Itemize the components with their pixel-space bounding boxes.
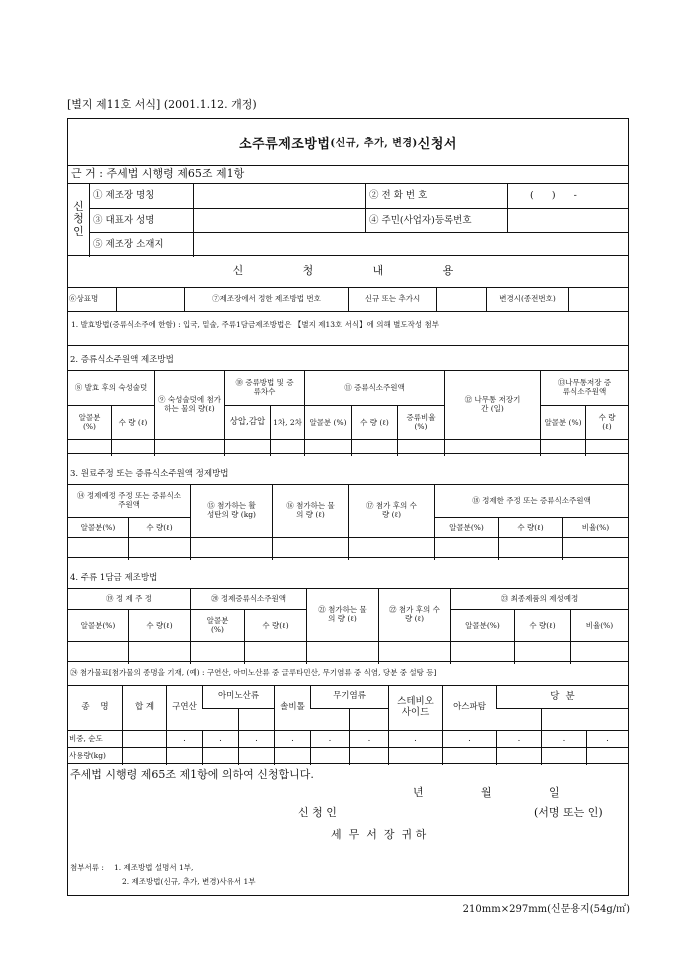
s2-alcohol: 알콜분 (%) — [540, 406, 585, 440]
s4-sub1 — [68, 609, 190, 642]
paper-spec: 210mm×297mm(신문용지(54g/㎡) — [462, 904, 630, 915]
s4-refined-header: ⑳ 정제증류식소주원액 — [190, 589, 306, 609]
s3-water-header: ⑯ 첨가하는 물의 량 (ℓ) — [272, 485, 348, 537]
date-year: 년 — [413, 786, 424, 799]
ad-item: 종 명 — [81, 702, 109, 713]
s3-sub2 — [434, 517, 628, 538]
sign-note[interactable]: (서명 또는 인) — [534, 806, 603, 819]
s2-sub2 — [224, 405, 304, 440]
ad-cell[interactable]: . — [238, 731, 274, 748]
content-char: 내 — [372, 264, 384, 278]
ad-cell[interactable] — [122, 731, 166, 748]
change-label: 변경시(종전번호) — [486, 288, 568, 311]
label-char: 인 — [73, 224, 84, 238]
ad-cell[interactable]: . — [166, 731, 202, 748]
title-main: 소주류제조방법 — [239, 136, 331, 152]
form-number: [별지 제11호 서식] (2001.1.12. 개정) — [67, 98, 257, 111]
content-char: 용 — [442, 264, 454, 278]
s2-barrel-stock-header: ⑬나무통저장 증류식소주원액 — [540, 371, 628, 405]
s3-alcohol: 알콜분(%) — [80, 522, 116, 532]
phone-field[interactable]: ( ) - — [507, 184, 628, 208]
ad-total: 합 계 — [122, 686, 166, 730]
brand-field[interactable] — [116, 288, 184, 311]
ad-cell[interactable] — [349, 709, 388, 731]
s2-pressure: 상압,감압 — [224, 406, 270, 440]
s2-sub1 — [68, 405, 154, 440]
ad-cell[interactable]: . — [388, 731, 442, 748]
s2-sub3 — [304, 405, 444, 440]
s3-amount: 수 량(ℓ) — [498, 518, 562, 538]
phone-label: ② 전 화 번 호 — [365, 184, 507, 208]
section2-table — [68, 370, 628, 455]
basis-text: 근 거 : 주세법 시행령 제65조 제1항 — [71, 167, 245, 181]
application-form — [67, 118, 629, 896]
s2-sub4 — [540, 405, 628, 440]
ad-amino-sub — [202, 708, 274, 731]
s4-alcohol: 알콜분(%) — [80, 620, 116, 630]
s2-amount: 수 량 (ℓ) — [585, 406, 628, 440]
s4-amount: 수 량(ℓ) — [514, 610, 570, 642]
ad-sorbitol: 솔비톨 — [274, 686, 310, 730]
attachment-1: 1. 제조방법 설명서 1부, — [114, 863, 194, 872]
s2-alcohol: 알콜분 (%) — [304, 406, 351, 440]
s2-stock-header: ⑪ 증류식소주원액 — [304, 371, 444, 405]
ad-cell[interactable]: . — [541, 731, 586, 748]
brand-label: ⑥상표명 — [69, 294, 99, 304]
address-label: ⑤ 제조장 소재지 — [89, 233, 193, 257]
s3-amount: 수 량(ℓ) — [128, 518, 190, 538]
attachment-2: 2. 제조방법(신규, 추가, 변경)사유서 1부 — [122, 877, 256, 886]
additives-header — [68, 686, 628, 730]
label-char: 청 — [73, 212, 84, 226]
s4-alcohol: 알콜분(%) — [450, 610, 514, 642]
new-add-label: 신규 또는 추가시 — [348, 288, 436, 311]
trademark-row — [68, 287, 628, 311]
s3-sub1 — [68, 517, 190, 538]
section4 — [68, 557, 628, 661]
ad-cell[interactable]: . — [310, 731, 349, 748]
ad-cell[interactable] — [238, 709, 274, 731]
address-field[interactable] — [193, 233, 628, 257]
s2-ferment-header: ⑧ 발효 후의 숙성술덧 — [74, 382, 148, 392]
s4-final-header: ㉓ 최종제품의 제성예정 — [450, 589, 628, 609]
additives-title: ㉔ 첨가물료[첨가물의 종명을 기재, (예) : 구연산, 아미노산류 중 글루타민산, 무기염류 중 식염, 당분 중 설탕 등] — [70, 668, 437, 678]
title-end: 신청서 — [417, 136, 457, 152]
s2-amount: 수 량 (ℓ) — [111, 406, 154, 440]
section3-title: 3. 원료주정 또는 증류식소주원액 정제방법 — [70, 469, 229, 479]
s2-barrel-header: ⑫ 나무통 저장기간 (일) — [444, 371, 540, 439]
section1-text: 1. 발효방법(증류식소주에 한함) : 입국, 밑술, 주류1담금제조방법은 【별지 제13호 서식】에 의해 별도작성 첨부 — [71, 320, 440, 329]
s4-water-header: ㉑ 첨가하는 물의 량 (ℓ) — [306, 589, 378, 641]
s4-spirit-header: ⑲ 정 제 주 정 — [105, 593, 153, 603]
ad-cell[interactable]: . — [586, 731, 628, 748]
content-char: 신 — [232, 264, 244, 278]
ad-mineral: 무기염류 — [310, 686, 388, 708]
s2-distill-header: ⑩ 증류방법 및 증류차수 — [224, 371, 304, 405]
ad-density-row — [68, 730, 628, 748]
applicant-group-label — [68, 184, 89, 255]
ad-mineral-sub — [310, 708, 388, 731]
ad-stevioside: 스테비오사이드 — [388, 686, 442, 730]
s3-charcoal-header: ⑮ 첨가하는 활성탄의 량 (kg) — [190, 485, 272, 537]
s3-ratio: 비율(%) — [562, 518, 628, 538]
s2-alcohol: 알콜분 (%) — [78, 413, 101, 431]
declaration-text: 주세법 시행령 제65조 제1항에 의하여 신청합니다. — [70, 768, 314, 781]
reg-no-label: ④ 주민(사업자)등록번호 — [365, 209, 507, 233]
factory-name-field[interactable] — [193, 184, 365, 208]
section4-title: 4. 주류 1담금 제조방법 — [70, 573, 158, 583]
section2-title: 2. 증류식소주원액 제조방법 — [70, 355, 174, 365]
s3-pre-header: ⑭ 정제예정 주정 또는 증류식소주원액 — [77, 491, 181, 509]
method-no-label: ⑦제조장에서 정한 제조방법 번호 — [184, 288, 348, 311]
s4-ratio: 비율(%) — [570, 610, 628, 642]
new-add-field[interactable] — [436, 288, 486, 311]
label-char: 신 — [73, 199, 84, 213]
declaration-block — [68, 763, 628, 895]
ad-cell[interactable]: . — [442, 731, 496, 748]
ad-usage-label: 사용량(kg) — [69, 751, 106, 761]
applicant-block — [68, 183, 628, 255]
factory-name-label: ① 제조장 명칭 — [89, 184, 193, 208]
section4-table — [68, 588, 628, 663]
change-field[interactable] — [568, 288, 628, 311]
applicant-sign-label: 신 청 인 — [298, 806, 337, 819]
s4-amount: 수 량(ℓ) — [244, 610, 306, 642]
date-day: 일 — [549, 786, 560, 799]
ad-cell[interactable] — [541, 709, 586, 731]
title-sub: (신규, 추가, 변경) — [330, 138, 418, 149]
basis-row — [68, 165, 628, 183]
additives-table — [68, 685, 628, 763]
reg-no-field[interactable] — [507, 209, 628, 233]
s2-order: 1차, 2차 — [270, 406, 304, 440]
content-title-row — [68, 255, 628, 287]
addressee: 세 무 서 장 귀 하 — [331, 828, 427, 841]
rep-name-label: ③ 대표자 성명 — [89, 209, 193, 233]
ad-sugar-sub — [496, 708, 628, 731]
content-char: 청 — [302, 264, 314, 278]
ad-amino: 아미노산류 — [202, 686, 274, 708]
ad-sugar: 당 분 — [496, 686, 628, 708]
address-row — [89, 232, 628, 257]
s3-alcohol: 알콜분(%) — [434, 518, 498, 538]
s4-amount: 수 량(ℓ) — [128, 610, 190, 642]
s2-amount: 수 량 (ℓ) — [351, 406, 397, 440]
ad-citric: 구연산 — [166, 686, 202, 730]
factory-row — [89, 184, 628, 208]
representative-row — [89, 208, 628, 233]
section1-row — [68, 311, 628, 345]
section3-table — [68, 484, 628, 559]
s4-sub2 — [190, 609, 306, 642]
ad-cell[interactable]: . — [496, 731, 541, 748]
s3-refined-header: ⑱ 정제한 주정 또는 증류식소주원액 — [434, 485, 628, 517]
ad-density-label: 비중, 순도 — [69, 734, 103, 744]
s4-alcohol2: 알콜분 (%) — [190, 610, 244, 642]
form-title — [68, 119, 628, 165]
additives-title-row — [68, 661, 628, 685]
date-month: 월 — [481, 786, 492, 799]
s3-after-header: ⑰ 첨가 후의 수량 (ℓ) — [348, 485, 434, 537]
s4-sub3 — [450, 609, 628, 642]
ad-aspartame: 아스파탐 — [442, 686, 496, 730]
section3 — [68, 453, 628, 557]
s4-after-header: ㉒ 첨가 후의 수량 (ℓ) — [378, 589, 450, 641]
ad-cell[interactable]: . — [274, 731, 310, 748]
rep-name-field[interactable] — [193, 209, 365, 233]
ad-cell[interactable]: . — [202, 731, 238, 748]
attachments-label: 첨부서류 : — [70, 863, 104, 872]
ad-cell[interactable]: . — [349, 731, 388, 748]
s2-ratio: 증류비율 (%) — [397, 406, 444, 440]
section2 — [68, 345, 628, 453]
s2-aging-header: ⑨ 숙성술덧에 첨가하는 물의 량(ℓ) — [154, 371, 224, 439]
